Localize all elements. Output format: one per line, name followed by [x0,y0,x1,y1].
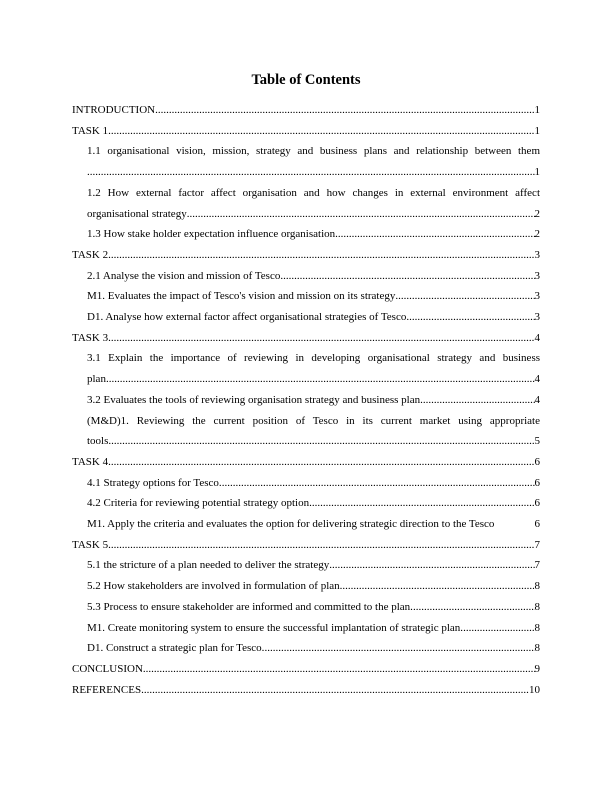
toc-entry-line [72,535,540,556]
dot-leader [312,493,535,514]
dot-leader [409,307,534,328]
toc-entry[interactable] [72,514,540,535]
toc-page-number: 10 [529,683,540,696]
dot-leader [395,286,534,307]
dot-leader [222,473,535,494]
toc-entry[interactable] [72,659,540,680]
toc-page-number: 4 [534,331,540,344]
toc-entry-line [87,266,540,287]
toc-entry-text: TASK 3 [72,331,109,344]
toc-entry-line [87,514,540,535]
toc-page-number: 5 [534,435,540,448]
dot-leader [187,204,535,225]
table-of-contents [72,100,540,700]
toc-entry[interactable] [72,328,540,349]
toc-page-number: 6 [534,518,540,531]
toc-entry-line [87,597,540,618]
toc-page-number: 6 [534,476,540,489]
toc-entry-line [87,224,540,245]
toc-entry-line [87,555,540,576]
dot-leader [155,100,534,121]
dot-leader [106,369,535,390]
toc-title: Table of Contents [251,72,361,88]
toc-entry-text: 3.1 Explain the importance of reviewing in developing organisational strategy and business [87,352,540,365]
toc-entry-text: 5.2 How stakeholders are involved in formulation of plan [87,580,340,593]
toc-entry-line [72,680,540,701]
toc-entry-text: REFERENCES [72,683,142,696]
toc-page-number: 2 [534,228,540,241]
dot-leader [463,618,534,639]
toc-entry-text: 1.2 How external factor affect organisation and how changes in external environment affect [87,186,540,199]
toc-entry[interactable] [72,183,540,224]
toc-entry-line [87,473,540,494]
toc-entry-line [87,369,540,390]
toc-entry[interactable] [72,535,540,556]
toc-entry-line [72,452,540,473]
toc-page-number: 6 [534,497,540,510]
toc-entry-line [87,348,540,369]
toc-entry-line [87,431,540,452]
toc-entry-line [87,183,540,204]
toc-entry[interactable] [72,452,540,473]
toc-entry[interactable] [72,307,540,328]
dot-leader [340,576,535,597]
toc-entry[interactable] [72,390,540,411]
toc-entry-text: 2.1 Analyse the vision and mission of Tesco. [87,269,284,282]
toc-entry-line [72,245,540,266]
toc-page-number: 8 [534,600,540,613]
toc-entry-text: 5.1 the stricture of a plan needed to deliver the strategy [87,559,330,572]
toc-entry-text: 3.2 Evaluates the tools of reviewing organisation strategy and business plan [87,393,421,406]
toc-page-number: 1 [534,104,540,116]
toc-entry[interactable] [72,473,540,494]
toc-entry-line [72,328,540,349]
toc-entry-line [87,411,540,432]
toc-entry-text: 1.3 How stake holder expectation influence organisation [87,228,336,241]
toc-page-number: 1 [534,124,540,137]
toc-page-number: 3 [534,248,540,261]
toc-entry-line [72,121,540,142]
toc-entry-text-cont: plan [87,373,106,386]
toc-entry[interactable] [72,286,540,307]
toc-entry[interactable] [72,121,540,142]
dot-leader [329,555,534,576]
toc-entry-text: 5.3 Process to ensure stakeholder are informed and committed to the plan. [87,600,413,613]
toc-entry[interactable] [72,100,540,121]
dot-leader [108,535,534,556]
toc-entry-line [87,618,540,639]
toc-entry-line [87,493,540,514]
toc-entry-text: D1. Construct a strategic plan for Tesco. [87,642,265,655]
toc-entry[interactable] [72,348,540,389]
dot-leader [335,224,534,245]
toc-page-number: 4 [534,373,540,386]
toc-entry-line [87,390,540,411]
toc-page-number: 3 [534,311,540,324]
toc-entry-text: (M&D)1. Reviewing the current position of Tesco in its current market using appropriate [87,414,540,427]
toc-page-number: 9 [534,662,540,675]
toc-entry-text-cont: tools [87,435,109,448]
toc-entry[interactable] [72,597,540,618]
toc-entry-line [87,204,540,225]
toc-entry[interactable] [72,555,540,576]
dot-leader [108,431,534,452]
toc-entry[interactable] [72,224,540,245]
toc-entry-line [87,162,540,183]
toc-page-number: 3 [534,269,540,282]
dot-leader [108,245,534,266]
toc-entry-text: M1. Apply the criteria and evaluates the option for delivering strategic direction to the Tesco [87,518,495,531]
toc-entry-text: CONCLUSION [72,662,143,675]
toc-entry-text-cont: organisational strategy [87,207,187,220]
toc-entry-text: INTRODUCTION [72,104,156,116]
toc-entry[interactable] [72,141,540,182]
dot-leader [283,266,534,287]
toc-entry-line [87,307,540,328]
dot-leader [141,680,529,701]
toc-entry-line [87,141,540,162]
toc-entry-line [87,638,540,659]
dot-leader [264,638,534,659]
toc-entry[interactable] [72,618,540,639]
dot-leader [420,390,534,411]
dot-leader [413,597,535,618]
toc-page-number: 1 [534,166,540,179]
toc-entry-line [72,659,540,680]
toc-entry-text: M1. Evaluates the impact of Tesco's vision and mission on its strategy [87,290,396,303]
toc-entry-line [72,100,540,121]
toc-entry-line [87,286,540,307]
toc-entry[interactable] [72,680,540,701]
toc-entry-line [87,576,540,597]
toc-page-number: 7 [534,538,540,551]
toc-entry-text: TASK 4 [72,455,109,468]
toc-page-number: 8 [534,642,540,655]
toc-entry-text: 4.2 Criteria for reviewing potential strategy option. [87,497,312,510]
toc-entry[interactable] [72,576,540,597]
toc-entry[interactable] [72,266,540,287]
toc-page-number: 6 [534,455,540,468]
dot-leader [108,328,534,349]
toc-entry-text: TASK 2 [72,248,109,261]
toc-entry-text: D1. Analyse how external factor affect organisational strategies of Tesco. [87,311,410,324]
toc-page-number: 8 [534,580,540,593]
dot-leader [108,452,534,473]
toc-page-number: 8 [534,621,540,634]
toc-page-number: 4 [534,393,540,406]
toc-entry[interactable] [72,411,540,452]
toc-entry[interactable] [72,245,540,266]
dot-leader [143,659,535,680]
toc-entry-text: 4.1 Strategy options for Tesco. [87,476,222,489]
toc-page-number: 2 [534,207,540,220]
toc-entry[interactable] [72,638,540,659]
toc-entry-text: TASK 1 [72,124,109,137]
dot-leader [108,121,534,142]
toc-entry-text: 1.1 organisational vision, mission, strategy and business plans and relationship between them [87,145,540,158]
toc-entry[interactable] [72,493,540,514]
dot-leader [87,162,535,183]
toc-page-number: 7 [534,559,540,572]
toc-entry-text: TASK 5 [72,538,109,551]
toc-entry-text: M1. Create monitoring system to ensure the successful implantation of strategic plan. [87,621,464,634]
toc-page-number: 3 [534,290,540,303]
